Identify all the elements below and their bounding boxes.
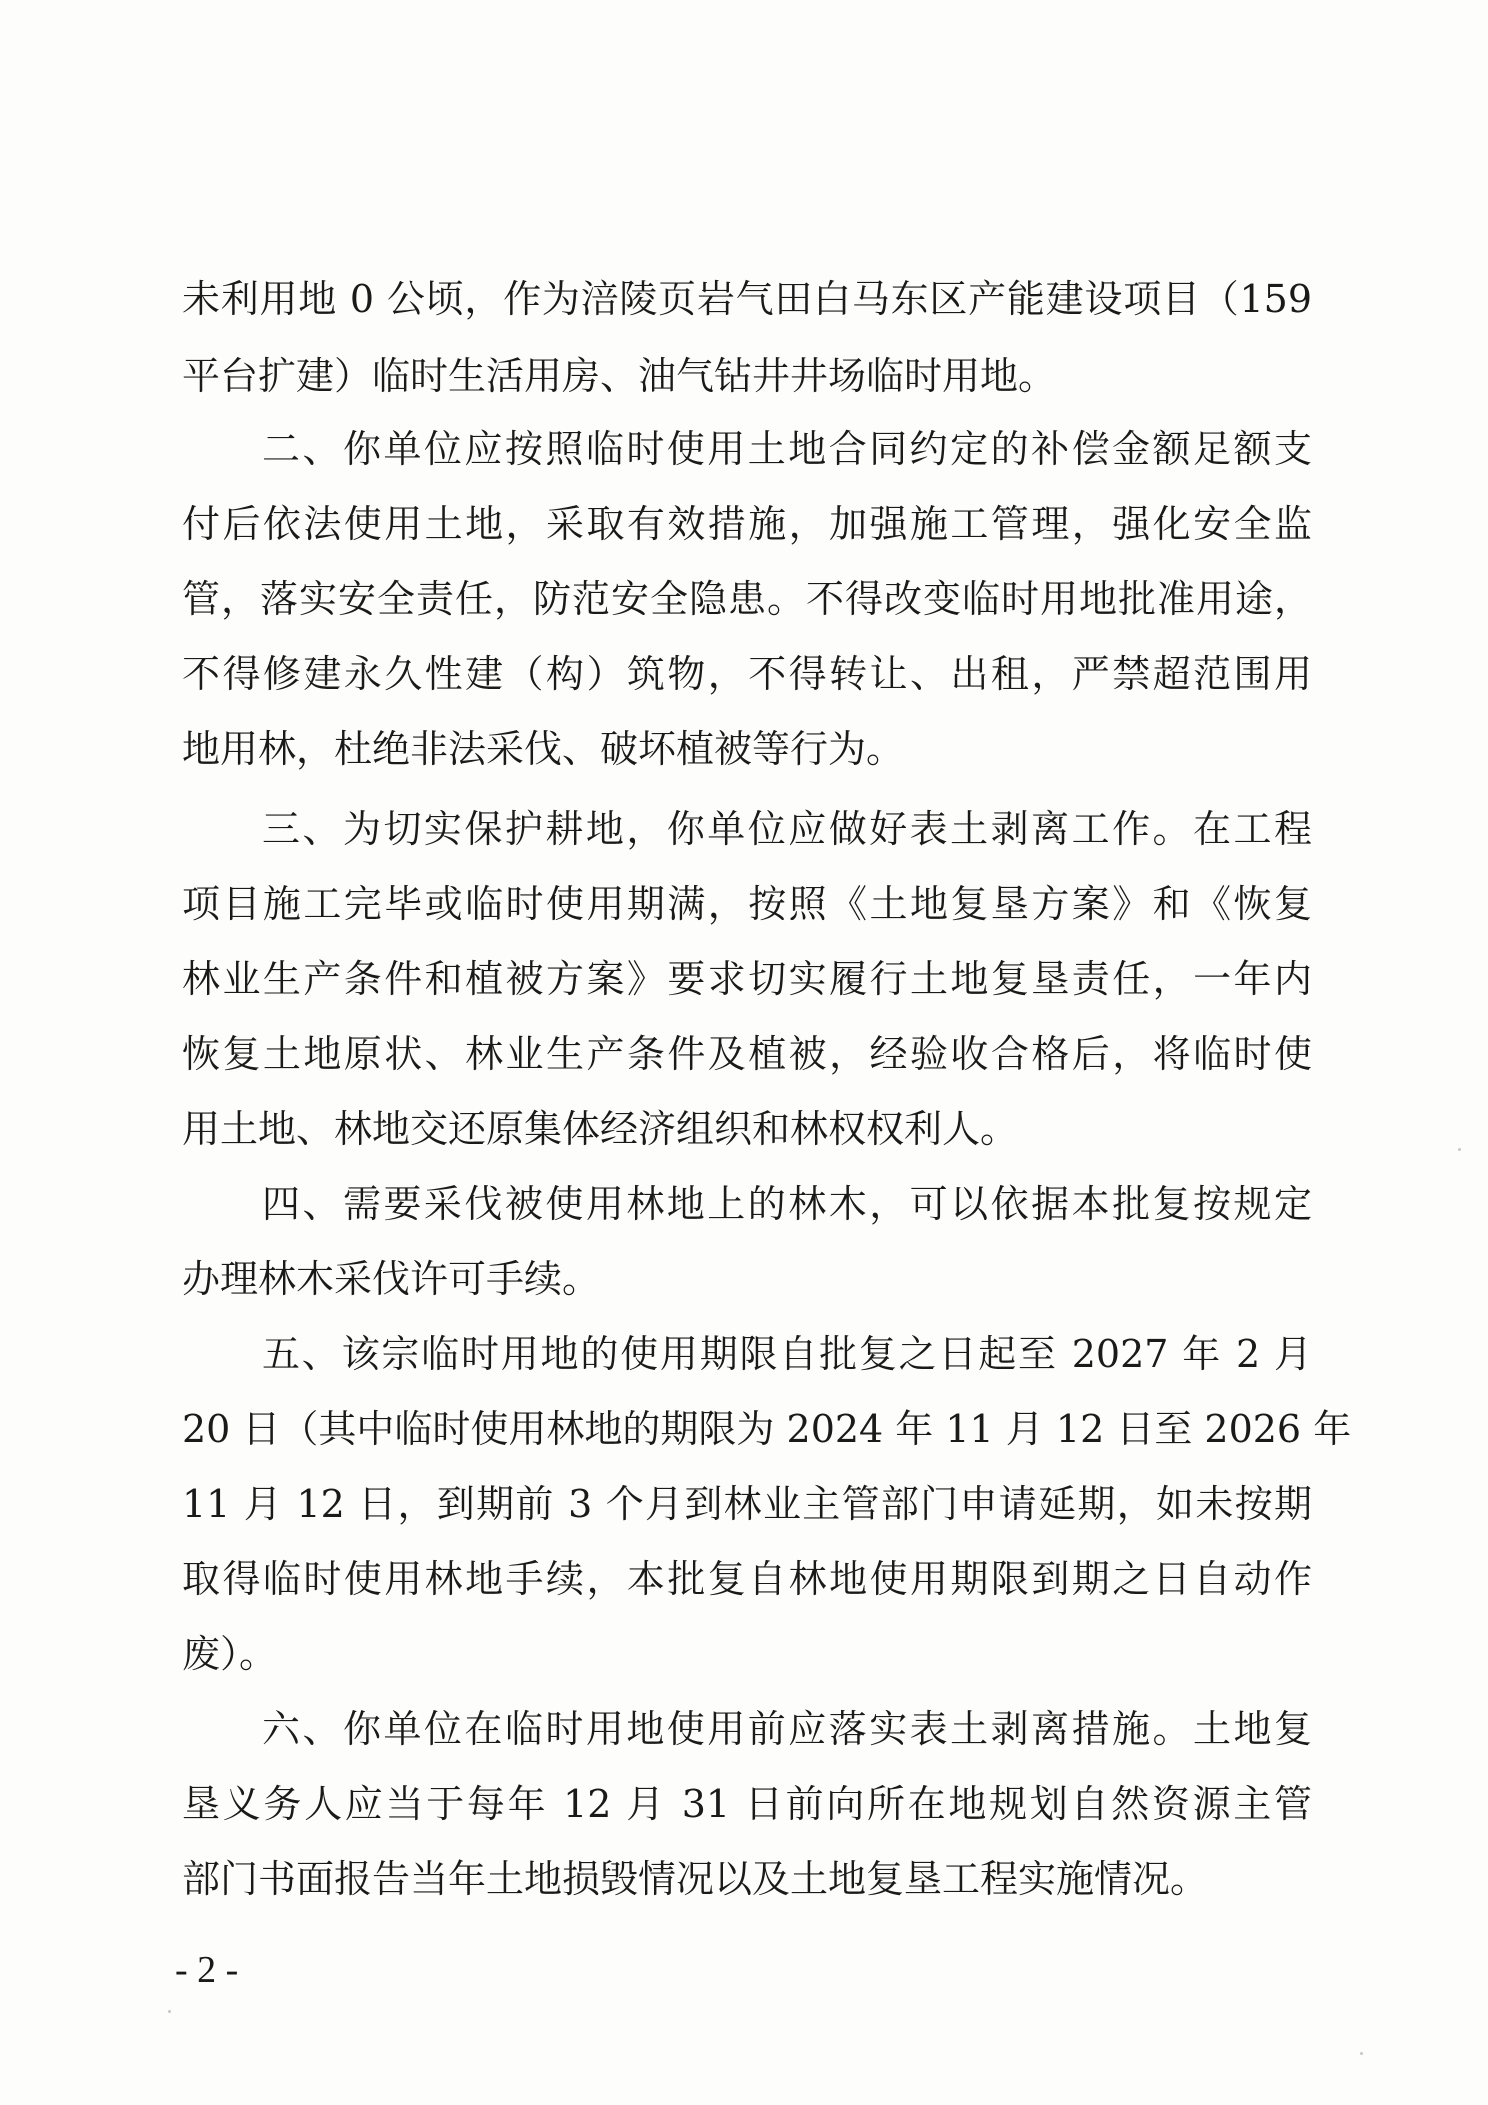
body-line-3: 二、你单位应按照临时使用土地合同约定的补偿金额足额支 <box>262 427 1312 471</box>
body-line-4: 付后依法使用土地，采取有效措施，加强施工管理，强化安全监 <box>182 502 1312 546</box>
body-line-22: 部门书面报告当年土地损毁情况以及土地复垦工程实施情况。 <box>182 1857 1209 1901</box>
body-line-5: 管，落实安全责任，防范安全隐患。不得改变临时用地批准用途， <box>182 577 1312 621</box>
body-line-17: 11 月 12 日，到期前 3 个月到林业主管部门申请延期，如未按期 <box>182 1482 1312 1526</box>
body-line-12: 用土地、林地交还原集体经济组织和林权权利人。 <box>182 1107 1019 1151</box>
body-line-19: 废）。 <box>182 1632 278 1676</box>
body-line-7: 地用林，杜绝非法采伐、破坏植被等行为。 <box>182 727 905 771</box>
body-line-6: 不得修建永久性建（构）筑物，不得转让、出租，严禁超范围用 <box>182 652 1312 696</box>
scan-speck <box>1360 2052 1363 2055</box>
body-line-21: 垦义务人应当于每年 12 月 31 日前向所在地规划自然资源主管 <box>182 1782 1312 1826</box>
body-line-16: 20 日（其中临时使用林地的期限为 2024 年 11 月 12 日至 2026 年 <box>182 1407 1352 1451</box>
scan-speck <box>168 2010 171 2013</box>
body-line-11: 恢复土地原状、林业生产条件及植被，经验收合格后，将临时使 <box>182 1032 1312 1076</box>
body-line-18: 取得临时使用林地手续，本批复自林地使用期限到期之日自动作 <box>182 1557 1312 1601</box>
body-line-8: 三、为切实保护耕地，你单位应做好表土剥离工作。在工程 <box>262 807 1312 851</box>
body-line-15: 五、该宗临时用地的使用期限自批复之日起至 2027 年 2 月 <box>262 1332 1312 1376</box>
body-line-1: 未利用地 0 公顷，作为涪陵页岩气田白马东区产能建设项目（159 <box>182 277 1312 321</box>
body-line-14: 办理林木采伐许可手续。 <box>182 1257 601 1301</box>
page-number: - 2 - <box>175 1949 239 1991</box>
body-line-10: 林业生产条件和植被方案》要求切实履行土地复垦责任，一年内 <box>182 957 1312 1001</box>
body-line-9: 项目施工完毕或临时使用期满，按照《土地复垦方案》和《恢复 <box>182 882 1312 926</box>
body-line-2: 平台扩建）临时生活用房、油气钻井井场临时用地。 <box>182 354 1057 398</box>
body-line-20: 六、你单位在临时用地使用前应落实表土剥离措施。土地复 <box>262 1707 1312 1751</box>
scan-speck <box>1458 1148 1461 1151</box>
body-line-13: 四、需要采伐被使用林地上的林木，可以依据本批复按规定 <box>262 1182 1312 1226</box>
